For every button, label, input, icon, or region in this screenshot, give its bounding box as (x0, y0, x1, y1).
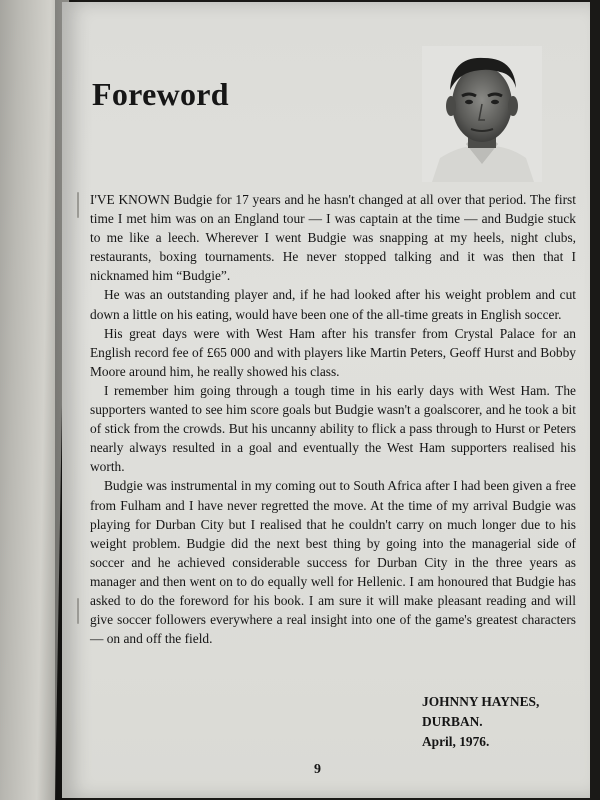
signature-block (422, 692, 539, 752)
paragraph: I remember him going through a tough time in his early days with West Ham. The supporters wanted to see him score goals but Budgie wasn't a goalscorer, and he took a bit of stick from the crowds. But his uncanny ability to flick a pass through to Hurst or Peters nearly always resulted in a goal and eventually the West Ham supporters realised his worth. (90, 382, 576, 475)
page-title: Foreword (92, 76, 229, 112)
signature-place: DURBAN. (422, 714, 483, 729)
signature-name: JOHNNY HAYNES, (422, 694, 540, 709)
paragraph: Budgie was instrumental in my coming out to South Africa after I had been given a free from Fulham and I have never regretted the move. At the time of my arrival Budgie was playing for Durban City but I realised that he couldn't carry on much longer due to his weight problem. Budgie did the next best thing by going into the managerial side of soccer and he achieved considerable success for Durban City in the three years as manager and then went on to do equally well for Hellenic. I am honoured that Budgie has asked to do the foreword for his book. I am sure it will make pleasant reading and will give soccer followers everywhere a real insight into one of the game's greatest characters — on and off the field. (90, 478, 576, 647)
page-number: 9 (314, 762, 321, 777)
signature-date: April, 1976. (422, 734, 490, 749)
author-portrait-photo (422, 46, 542, 182)
paragraph: I'VE KNOWN Budgie for 17 years and he hasn't changed at all over that period. The first time I met him was on an England tour — I was captain at the time — and Budgie stuck to me like a leech. Wherever I went Budgie was snapping at my heels, night clubs, restaurants, boxing tournaments. He never stopped talking and it was then that I nicknamed him “Budgie”. (90, 192, 576, 284)
book-page (62, 2, 590, 798)
staple-bottom (77, 598, 79, 624)
paragraph: He was an outstanding player and, if he had looked after his weight problem and cut down a little on his eating, would have been one of the all-time greats in English soccer. (90, 287, 576, 322)
staple-top (77, 192, 79, 218)
foreword-body (90, 190, 576, 648)
paragraph: His great days were with West Ham after his transfer from Crystal Palace for an English record fee of £65 000 and with players like Martin Peters, Geoff Hurst and Bobby Moore around him, he really showed his class. (90, 325, 576, 379)
portrait-image (422, 46, 542, 182)
